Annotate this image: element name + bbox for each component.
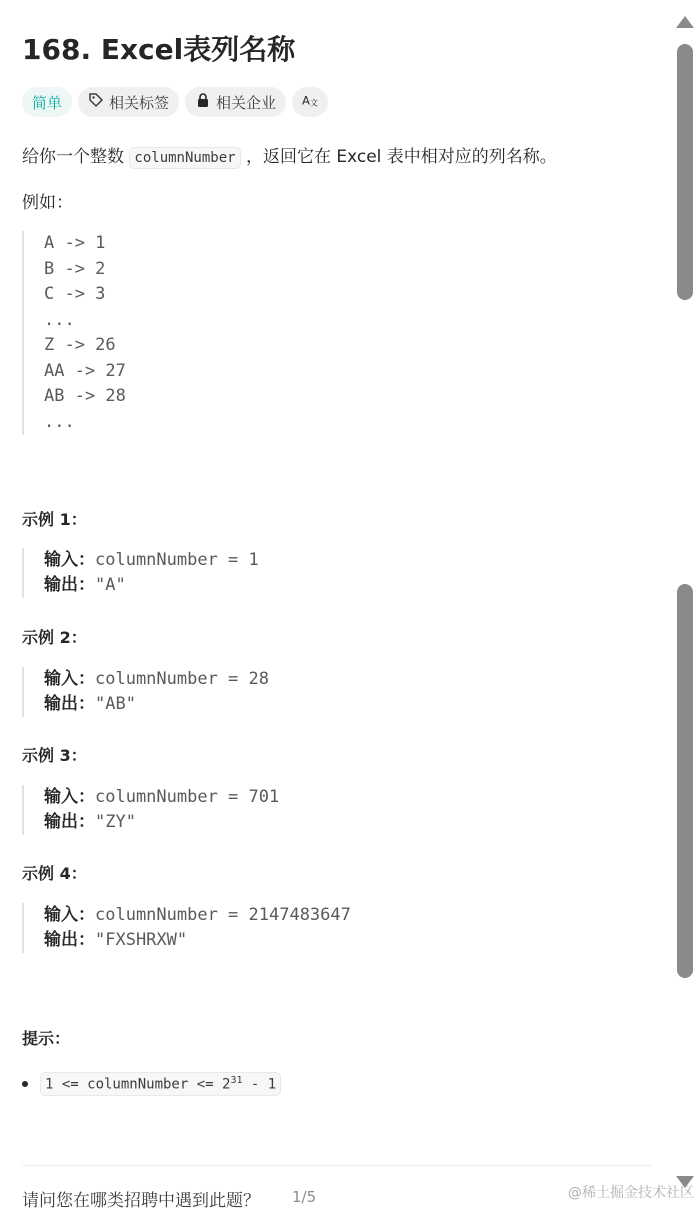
input-value: columnNumber = 1 bbox=[95, 550, 259, 570]
input-value: columnNumber = 2147483647 bbox=[95, 905, 351, 925]
example-block bbox=[22, 548, 259, 598]
mapping-line: C -> 3 bbox=[44, 284, 106, 304]
input-label: 输入： bbox=[44, 905, 95, 925]
interview-question-prompt[interactable]: 请问您在哪类招聘中遇到此题？ bbox=[22, 1191, 260, 1211]
mapping-line: A -> 1 bbox=[44, 233, 106, 253]
watermark: @稀土掘金技术社区 bbox=[568, 1185, 694, 1201]
svg-text:A: A bbox=[302, 93, 310, 108]
hints-heading: 提示： bbox=[22, 1029, 71, 1048]
related-tags-label: 相关标签 bbox=[109, 93, 170, 112]
scrollbar-thumb-top[interactable] bbox=[677, 44, 693, 300]
description-text: 给你一个整数 bbox=[22, 147, 124, 167]
tag-row bbox=[22, 87, 328, 117]
related-companies-label: 相关企业 bbox=[216, 93, 277, 112]
related-tags-button[interactable] bbox=[78, 87, 179, 117]
bullet-dot bbox=[22, 1081, 28, 1087]
input-label: 输入： bbox=[44, 550, 95, 570]
mapping-line: AB -> 28 bbox=[44, 386, 126, 406]
difficulty-badge bbox=[22, 87, 72, 117]
example-heading: 示例 2： bbox=[22, 628, 87, 647]
mapping-line: ... bbox=[44, 411, 75, 432]
constraint-suffix: - 1 bbox=[242, 1076, 277, 1093]
output-value: "ZY" bbox=[95, 812, 136, 832]
constraint-prefix: 1 <= columnNumber <= 2 bbox=[45, 1076, 231, 1093]
output-label: 输出： bbox=[44, 575, 95, 595]
svg-text:文: 文 bbox=[310, 98, 319, 108]
scroll-down-icon[interactable] bbox=[676, 1176, 694, 1188]
output-value: "AB" bbox=[95, 694, 136, 714]
example-intro: 例如： bbox=[22, 193, 73, 213]
output-value: "FXSHRXW" bbox=[95, 930, 188, 950]
mapping-line: AA -> 27 bbox=[44, 360, 126, 381]
mapping-line: Z -> 26 bbox=[44, 335, 116, 355]
output-label: 输出： bbox=[44, 694, 95, 714]
output-value: "A" bbox=[95, 575, 126, 595]
example-block bbox=[22, 785, 279, 835]
output-label: 输出： bbox=[44, 812, 95, 832]
constraint-code bbox=[40, 1072, 281, 1096]
example-heading: 示例 1： bbox=[22, 510, 87, 529]
description-paragraph bbox=[22, 142, 557, 167]
example-heading: 示例 3： bbox=[22, 746, 87, 765]
inline-code: columnNumber bbox=[129, 147, 240, 169]
question-pager: 1/5 bbox=[292, 1188, 317, 1206]
mapping-line: B -> 2 bbox=[44, 258, 106, 279]
constraint-item bbox=[22, 1072, 281, 1096]
scroll-up-icon[interactable] bbox=[676, 16, 694, 28]
output-label: 输出： bbox=[44, 930, 95, 950]
example-block bbox=[22, 667, 269, 717]
mapping-line: ... bbox=[44, 309, 75, 330]
example-heading: 示例 4： bbox=[22, 864, 87, 883]
input-value: columnNumber = 701 bbox=[95, 787, 280, 807]
tag-icon bbox=[88, 92, 104, 112]
problem-title: 168. Excel表列名称 bbox=[22, 33, 296, 66]
related-companies-button[interactable] bbox=[185, 87, 286, 117]
input-label: 输入： bbox=[44, 669, 95, 689]
input-label: 输入： bbox=[44, 787, 95, 807]
translate-icon bbox=[302, 92, 318, 112]
footer-divider bbox=[22, 1165, 652, 1166]
lock-icon bbox=[195, 92, 211, 112]
mapping-block bbox=[22, 231, 126, 435]
scrollbar-thumb[interactable] bbox=[677, 584, 693, 978]
input-value: columnNumber = 28 bbox=[95, 669, 269, 689]
description-text: ，返回它在 Excel 表中相对应的列名称。 bbox=[245, 147, 557, 167]
example-block bbox=[22, 903, 351, 953]
translate-button[interactable] bbox=[292, 87, 328, 117]
constraint-exponent: 31 bbox=[230, 1075, 243, 1086]
difficulty-label: 简单 bbox=[32, 93, 63, 112]
